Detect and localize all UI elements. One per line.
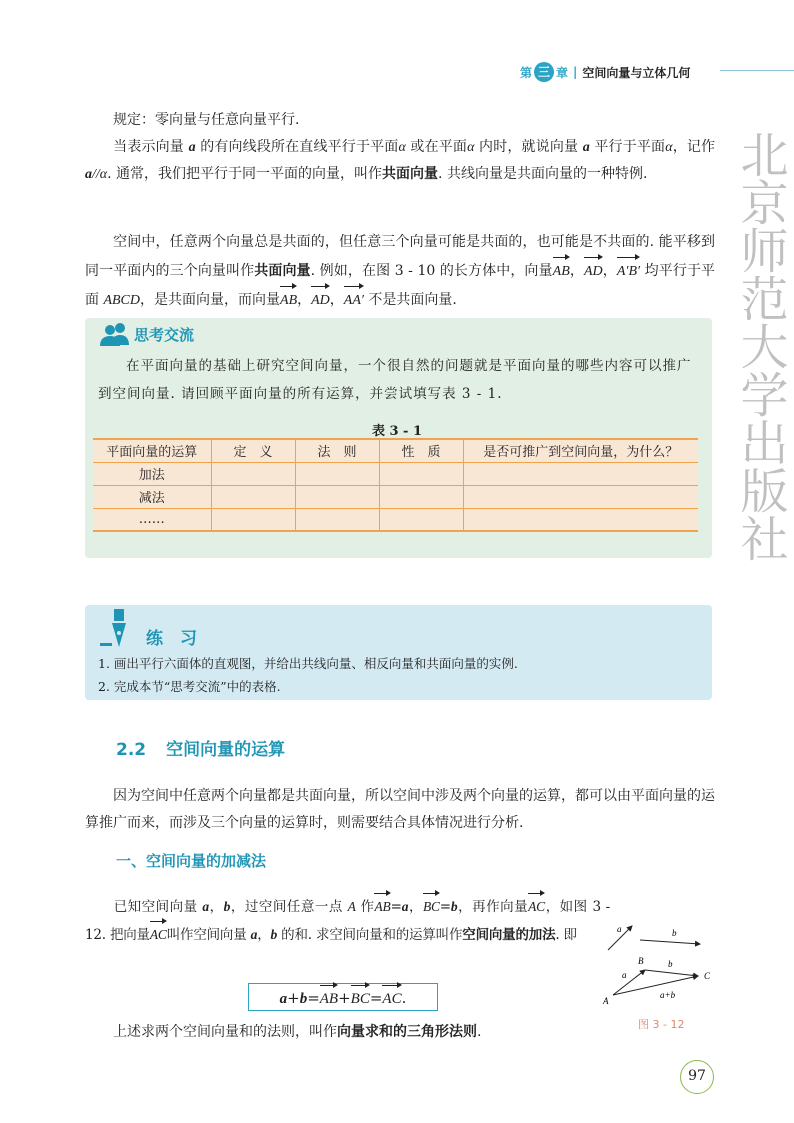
table-cell: …… [93,508,211,531]
fig-label: A [603,996,609,1006]
vector-notation: BC [423,892,440,920]
paragraph-intro [85,783,715,837]
table-cell [295,462,379,485]
subsection-heading: 一、空间向量的加减法 [116,852,267,870]
paragraph-rule [85,107,715,134]
vector-notation: AA′ [344,285,364,314]
text-run: ，记作 [672,139,716,155]
vector-symbol: a [188,140,196,155]
chapter-title: 空间向量与立体几何 [582,65,691,80]
text-run: ， [208,899,224,915]
math-symbol: A [347,899,356,914]
think-text: 在平面向量的基础上研究空间向量，一个很自然的问题就是平面向量的哪些内容可以推广到空间向量. 请回顾平面向量的所有运算，并尝试填写表 3 - 1. [98,358,692,402]
fig-label: b [668,959,673,969]
text-run: 不是共面向量. [363,292,457,308]
math-symbol: ABCD [103,293,141,308]
vector-symbol: a [250,927,258,942]
chapter-number-badge: 三 [534,62,554,82]
text-run: ， [602,263,617,279]
text-run: 或在平面 [405,139,468,155]
vector-symbol: a [582,140,590,155]
vector-symbol: b [270,927,278,942]
table-header: 定 义 [211,439,295,462]
section-title: 空间向量的运算 [166,740,286,760]
text-run: . [477,1024,482,1040]
vector-symbol: a [279,991,288,1007]
table-row [93,462,698,485]
text-run: ， [297,292,312,308]
text-run: ， [408,899,423,915]
text-run: 平行于平面 [589,139,666,155]
vector-symbol: a [202,899,209,914]
text-run: ，再作向量 [457,899,529,915]
text-run: ， [569,263,584,279]
header-rule [720,70,794,71]
figure-caption: 图 3 - 12 [638,1018,685,1031]
table-cell [463,485,698,508]
vector-symbol: a [85,167,92,182]
table-header: 法 则 [295,439,379,462]
text-run: + [287,989,300,1007]
bold-term: 共面向量 [382,166,439,182]
practice-title-text: 练 习 [146,629,197,649]
table-cell [295,485,379,508]
fig-label: B [638,956,644,966]
text-run: . 例如，在图 3 - 10 的长方体中，向量 [310,263,553,279]
text-run: 的有向线段所在直线平行于平面 [195,139,399,155]
paragraph-parallel-plane [85,134,715,188]
math-symbol: α [398,140,406,155]
vector-notation: AB [280,285,297,314]
paragraph-addition [85,892,610,948]
text-run: ， [329,292,344,308]
table-cell [211,485,295,508]
paragraph-coplanar [85,229,715,314]
practice-title [100,607,197,649]
table-header: 平面向量的运算 [93,439,211,462]
table-header: 性 质 [379,439,463,462]
text-run: 规定：零向量与任意向量平行. [113,112,300,128]
vector-notation: AB [374,892,390,920]
vector-notation: BC [351,984,370,1012]
bold-term: 空间向量的加法 [462,927,556,943]
text-run: = [369,989,383,1007]
vector-bc-arrow [645,970,698,976]
formula-box [248,983,438,1011]
text-run: 叫作空间向量 [166,927,251,943]
table-header-row [93,439,698,462]
table-cell [379,485,463,508]
text-run: ，过空间任意一点 [230,899,348,915]
text-run: . [401,989,407,1007]
text-run: 已知空间向量 [113,899,203,915]
text-run: 因为空间中任意两个向量都是共面向量，所以空间中涉及两个向量的运算，都可以由平面向量的运算推广而来，而涉及三个向量的运算时，则需要结合具体情况进行分析. [85,788,715,831]
table-caption: 表 3 - 1 [371,424,423,439]
figure-3-12-triangle-rule [600,918,720,1014]
table-cell: 加法 [93,462,211,485]
math-symbol: α [665,140,673,155]
text-run: + [338,989,351,1007]
math-symbol: α [467,140,475,155]
table-row [93,508,698,531]
text-run: 上述求两个空间向量和的法则，叫作 [113,1024,337,1040]
bold-term: 向量求和的三角形法则 [337,1024,477,1040]
vector-notation: AD [584,256,603,285]
text-run: 空间中，任意两个向量总是共面的，但任意三个向量可能是共面的，也可能是不共面的. 能平移到同一平面内的三个向量叫作 [85,234,715,279]
vector-notation: AB [320,984,338,1012]
text-run: . 通常，我们把平行于同一平面的向量，叫作 [107,166,383,182]
fig-label: a [622,970,627,980]
fig-label: a [617,924,622,934]
vector-symbol: b [223,899,231,914]
think-title-text: 思考交流 [134,325,195,344]
table-cell [211,508,295,531]
text-run: 的和. 求空间向量和的运算叫作 [277,927,463,943]
vector-notation: AC [382,984,401,1012]
text-run: . 即 [555,927,577,943]
table-cell [463,508,698,531]
operations-table [93,438,698,532]
table-cell [379,508,463,531]
section-number: 2.2 [116,740,147,760]
table-cell: 减法 [93,485,211,508]
vector-notation: AC [150,920,167,948]
publisher-watermark: 北京师范大学出版社 [732,130,788,562]
table-row [93,485,698,508]
text-run: . 共线向量是共面向量的一种特例. [438,166,648,182]
people-icon [98,322,134,346]
practice-item: 2. 完成本节“思考交流”中的表格. [98,679,281,694]
vector-symbol: a [401,899,409,914]
text-run: = [390,899,402,915]
text-run: 作 [355,899,375,915]
vector-notation: A′B′ [617,256,640,285]
math-symbol: //α [92,167,108,182]
vector-notation: AD [311,285,330,314]
fig-label: a+b [660,990,676,1000]
vector-notation: AC [528,892,545,920]
table-cell [463,462,698,485]
bold-term: 共面向量 [254,263,311,279]
vector-symbol: b [299,991,308,1007]
think-exchange-title [98,322,194,346]
section-heading [116,735,285,760]
text-run: = [307,989,320,1007]
chapter-suffix: 章 [556,65,569,80]
paragraph-triangle-rule [85,1019,605,1046]
table-cell [379,462,463,485]
fig-label: b [672,928,677,938]
table-cell [211,462,295,485]
vector-symbol: b [450,899,458,914]
practice-item: 1. 画出平行六面体的直观图，并给出共线向量、相反向量和共面向量的实例. [98,656,518,671]
page-number: 97 [680,1060,714,1094]
text-run: = [439,899,451,915]
vector-b-arrow [640,940,700,944]
table-cell [295,508,379,531]
vector-notation: AB [553,256,570,285]
table-header: 是否可推广到空间向量，为什么？ [463,439,698,462]
chapter-header [520,62,690,82]
text-run: 内时，就说向量 [474,139,583,155]
chapter-prefix: 第 [520,65,533,80]
fountain-pen-icon [100,609,136,649]
text-run: ，是共面向量，而向量 [140,292,281,308]
text-run: 当表示向量 [113,139,189,155]
text-run: ， [257,927,271,943]
header-separator: | [573,65,578,79]
fig-label: C [704,971,711,981]
text-run: ，如图 3 - 12. 把向量 [85,899,610,943]
text-run: 均平行于平面 [85,263,716,308]
